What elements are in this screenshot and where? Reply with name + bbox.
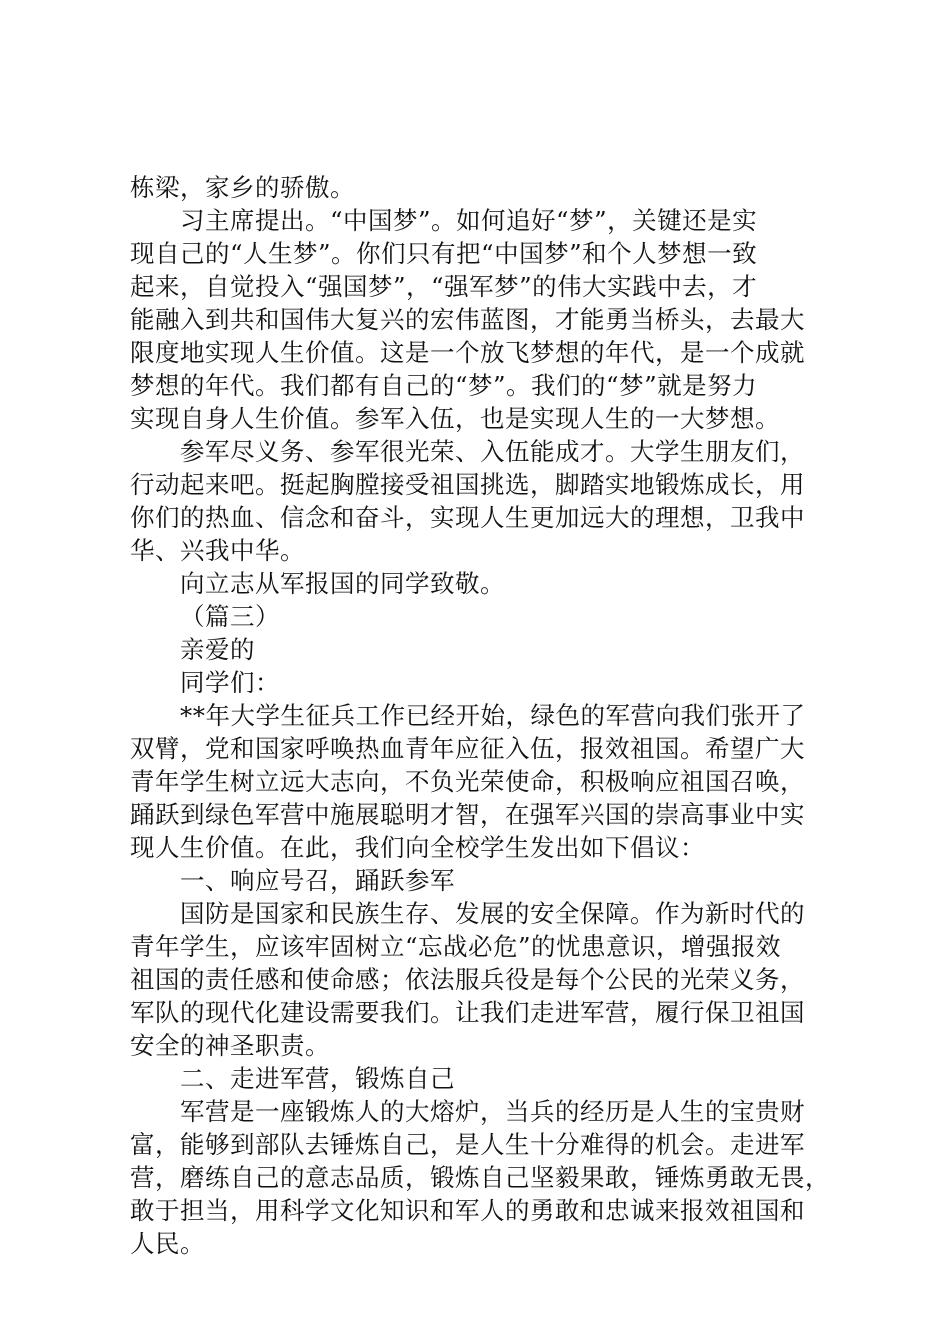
text-line: 现人生价值。在此，我们向全校学生发出如下倡议： [130, 833, 705, 862]
text-line: 富，能够到部队去锤炼自己，是人生十分难得的机会。走进军 [130, 1130, 805, 1159]
text-line: 军营是一座锻炼人的大熔炉，当兵的经历是人生的宝贵财 [180, 1097, 805, 1126]
subheading: 二、走进军营，锻炼自己 [180, 1064, 455, 1093]
text-line: 华、兴我中华。 [130, 536, 305, 565]
salutation: 同学们： [180, 668, 280, 697]
text-line: 双臂，党和国家呼唤热血青年应征入伍，报效祖国。希望广大 [130, 734, 805, 763]
text-line: 实现自身人生价值。参军入伍，也是实现人生的一大梦想。 [130, 404, 780, 433]
section-heading: （篇三） [180, 602, 280, 631]
text-line: 营，磨练自己的意志品质，锻炼自己坚毅果敢，锤炼勇敢无畏， [130, 1163, 830, 1192]
text-line: 青年学生，应该牢固树立“忘战必危”的忧患意识，增强报效 [130, 932, 782, 961]
text-line: 国防是国家和民族生存、发展的安全保障。作为新时代的 [180, 899, 805, 928]
subheading: 一、响应号召，踊跃参军 [180, 866, 455, 895]
document-body [130, 171, 835, 1260]
text-line: 踊跃到绿色军营中施展聪明才智，在强军兴国的崇高事业中实 [130, 800, 805, 829]
text-line: 军队的现代化建设需要我们。让我们走进军营，履行保卫祖国 [130, 998, 805, 1027]
text-line: 敢于担当，用科学文化知识和军人的勇敢和忠诚来报效祖国和 [130, 1196, 805, 1225]
text-line: 现自己的“人生梦”。你们只有把“中国梦”和个人梦想一致 [130, 239, 758, 268]
text-line: 青年学生树立远大志向，不负光荣使命，积极响应祖国召唤， [130, 767, 805, 796]
text-line: 起来，自觉投入“强国梦”，“强军梦”的伟大实践中去，才 [130, 272, 758, 301]
text-line: 行动起来吧。挺起胸膛接受祖国挑选，脚踏实地锻炼成长，用 [130, 470, 805, 499]
text-line: 参军尽义务、参军很光荣、入伍能成才。大学生朋友们， [180, 437, 805, 466]
text-line: 梦想的年代。我们都有自己的“梦”。我们的“梦”就是努力 [130, 371, 758, 400]
text-line: 限度地实现人生价值。这是一个放飞梦想的年代，是一个成就 [130, 338, 805, 367]
text-line: 人民。 [130, 1229, 205, 1258]
text-line: 栋梁，家乡的骄傲。 [130, 173, 355, 202]
text-line: 向立志从军报国的同学致敬。 [180, 569, 505, 598]
text-line: 习主席提出。“中国梦”。如何追好“梦”，关键还是实 [180, 206, 758, 235]
salutation: 亲爱的 [180, 635, 255, 664]
text-line: 安全的神圣职责。 [130, 1031, 330, 1060]
text-line: 祖国的责任感和使命感；依法服兵役是每个公民的光荣义务， [130, 965, 805, 994]
text-line: 能融入到共和国伟大复兴的宏伟蓝图，才能勇当桥头，去最大 [130, 305, 805, 334]
text-line: **年大学生征兵工作已经开始，绿色的军营向我们张开了 [180, 701, 806, 730]
text-line: 你们的热血、信念和奋斗，实现人生更加远大的理想，卫我中 [130, 503, 805, 532]
